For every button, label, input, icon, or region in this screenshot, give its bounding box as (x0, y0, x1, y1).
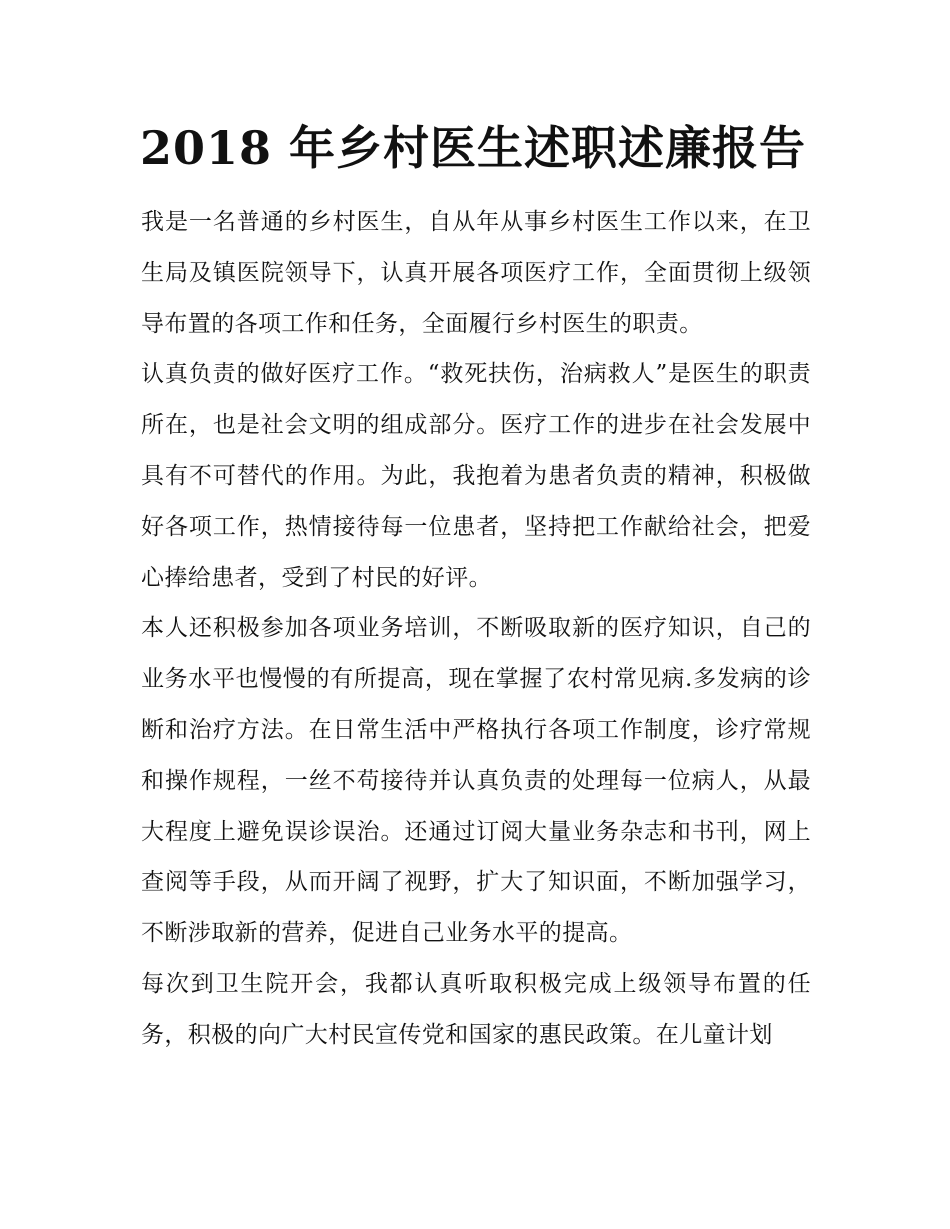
paragraph-medical-work: 认真负责的做好医疗工作。“救死扶伤，治病救人”是医生的职责所在，也是社会文明的组成部分。医疗工作的进步在社会发展中具有不可替代的作用。为此，我抱着为患者负责的精神，积极做好各项工作，热情接待每一位患者，坚持把工作献给社会，把爱心捧给患者，受到了村民的好评。 (141, 361, 811, 591)
paragraph-training: 本人还积极参加各项业务培训，不断吸取新的医疗知识，自己的业务水平也慢慢的有所提高，现在掌握了农村常见病.多发病的诊断和治疗方法。在日常生活中严格执行各项工作制度，诊疗常规和操作规程，一丝不苟接待并认真负责的处理每一位病人，从最大程度上避免误诊误治。还通过订阅大量业务杂志和书刊，网上查阅等手段，从而开阔了视野，扩大了知识面，不断加强学习，不断涉取新的营养，促进自己业务水平的提高。 (141, 615, 811, 947)
paragraph-meetings: 每次到卫生院开会，我都认真听取积极完成上级领导布置的任务，积极的向广大村民宣传党和国家的惠民政策。在儿童计划 (141, 970, 811, 1048)
document-title: 2018 年乡村医生述职述廉报告 (140, 121, 807, 175)
paragraph-intro: 我是一名普通的乡村医生，自从年从事乡村医生工作以来，在卫生局及镇医院领导下，认真开展各项医疗工作，全面贯彻上级领导布置的各项工作和任务，全面履行乡村医生的职责。 (141, 209, 811, 337)
document-body (141, 197, 811, 1061)
